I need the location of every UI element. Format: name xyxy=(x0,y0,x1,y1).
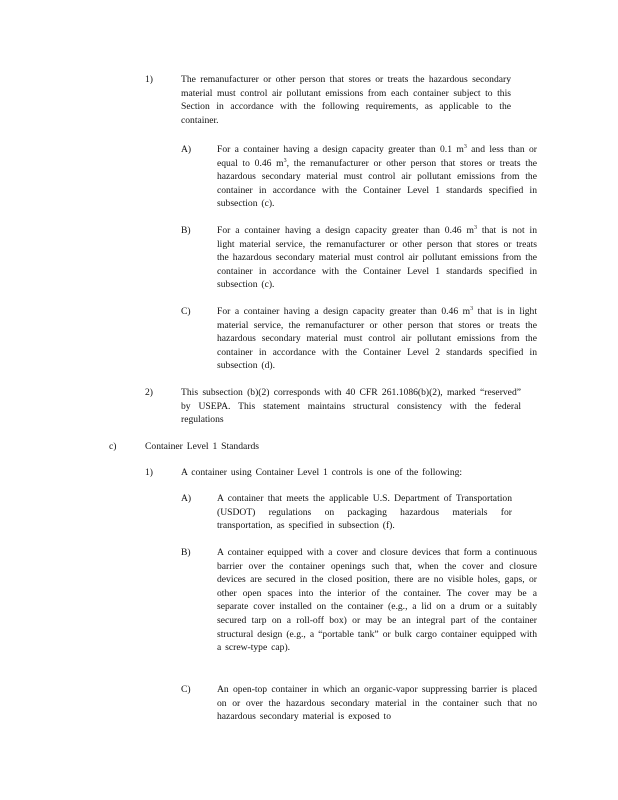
subitem-text: An open-top container in which an organic-vapor suppressing barrier is placed on or over the hazardous secondary material in the container such that no hazardous secondary material is exposed to xyxy=(217,684,537,723)
subitem-label: A) xyxy=(181,493,192,504)
subitem-text: A container that meets the applicable U.S. Department of Transportation (USDOT) regulations on packaging hazardous materials for transportation, as specified in subsection (f). xyxy=(217,493,512,532)
item-text: This subsection (b)(2) corresponds with 40 CFR 261.1086(b)(2), marked “reserved” by USEPA. This statement maintains structural consistency with the federal regulations xyxy=(181,387,521,426)
item-text: The remanufacturer or other person that stores or treats the hazardous secondary material must control air pollutant emissions from each container subject to this Section in accordance with the following requirements, as applicable to the container. xyxy=(181,74,511,126)
subitem-text: For a container having a design capacity greater than 0.46 $m^3$ that is not in light material service, the remanufacturer or other person that stores or treats the hazardous secondary material must control air pollutant emissions from the container in accordance with the Container Level 1 standards specified in subsection (c). xyxy=(217,225,537,291)
subitem-text: For a container having a design capacity greater than 0.1 $m^3$ and less than or equal to 0.46 $m^3$, the remanufacturer or other person that stores or treats the hazardous secondary material must control air pollutant emissions from the container in accordance with the Container Level 1 standards specified in subsection (c). xyxy=(217,144,538,210)
subitem-label: C) xyxy=(181,684,191,695)
subitem-label: B) xyxy=(181,547,191,558)
item-label: 2) xyxy=(145,387,153,398)
subitem-label: B) xyxy=(181,225,191,236)
item-label: 1) xyxy=(145,467,153,478)
subitem-label: A) xyxy=(181,144,192,155)
item-text: A container using Container Level 1 controls is one of the following: xyxy=(181,467,463,478)
subitem-text: For a container having a design capacity greater than 0.46 $m^3$ that is in light material service, the remanufacturer or other person that stores or treats the hazardous secondary material must control air pollutant emissions from the container in accordance with the Container Level 2 standards specified in subsection (d). xyxy=(217,306,537,372)
subitem-text: A container equipped with a cover and closure devices that form a continuous barrier over the container openings such that, when the cover and closure devices are secured in the closed position, there are no visible holes, gaps, or other open spaces into the interior of the container. The cover may be a separate cover installed on the container (e.g., a lid on a drum or a suitably secured tarp on a roll-off box) or may be an integral part of the container structural design (e.g., a “portable tank” or bulk cargo container equipped with a screw-type cap). xyxy=(217,547,537,654)
subitem-label: C) xyxy=(181,306,191,317)
section-heading: Container Level 1 Standards xyxy=(145,441,259,452)
section-label: c) xyxy=(109,441,117,452)
item-label: 1) xyxy=(145,74,153,85)
